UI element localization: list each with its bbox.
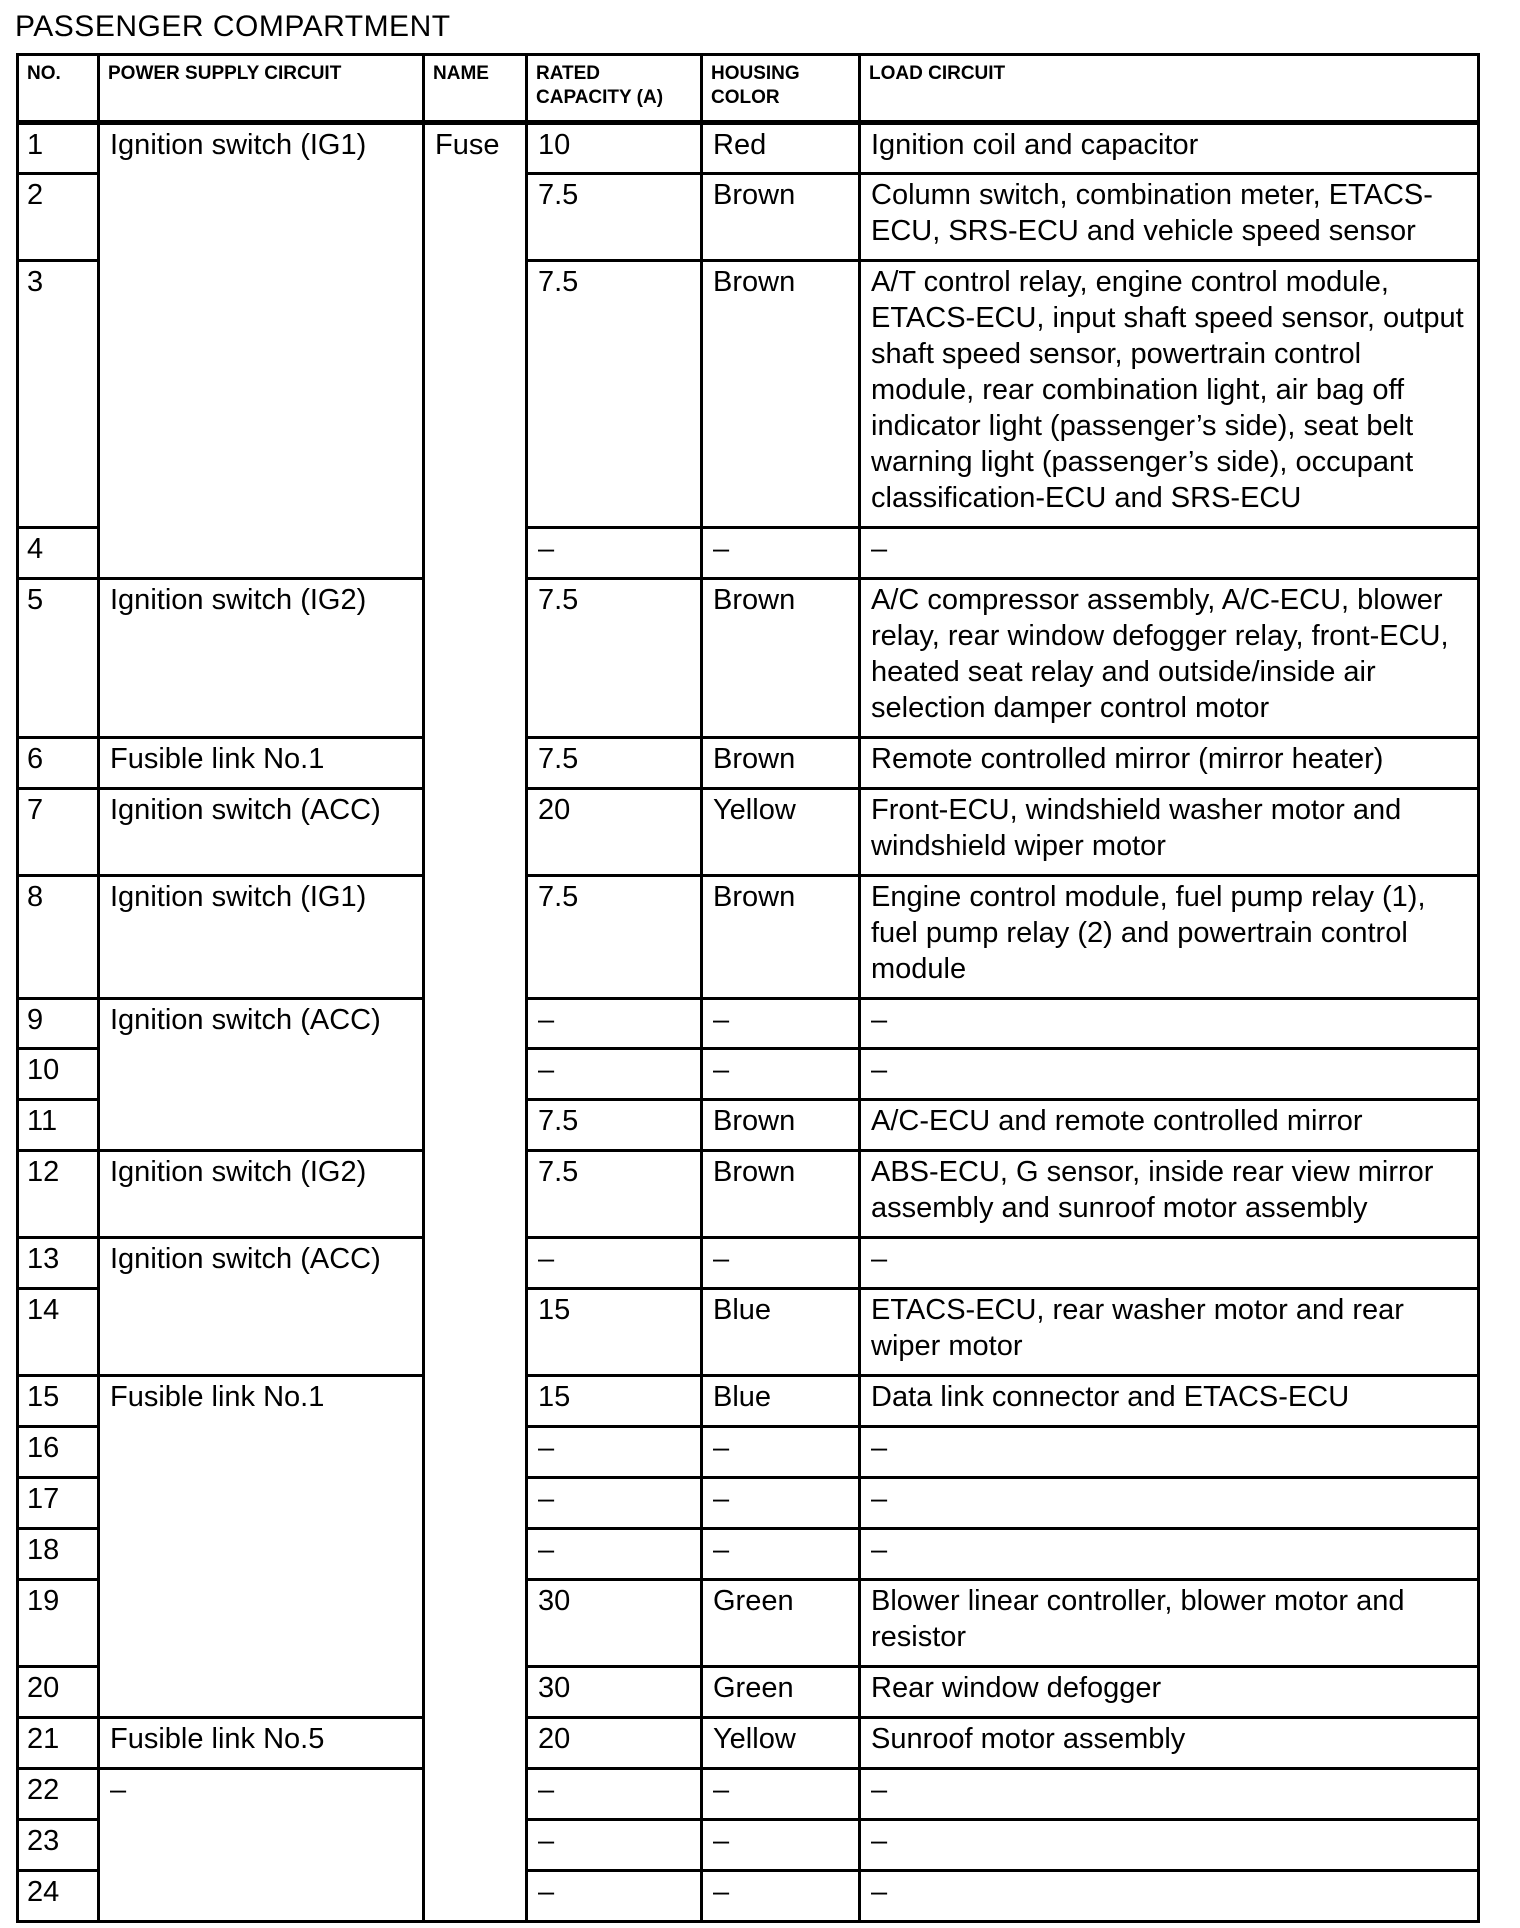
table-row xyxy=(18,1238,1479,1289)
load-circuit-cell: A/C-ECU and remote controlled mirror xyxy=(860,1100,1479,1151)
housing-color-cell: Yellow xyxy=(702,1717,860,1768)
housing-color-cell: Brown xyxy=(702,261,860,528)
load-circuit-cell: – xyxy=(860,1529,1479,1580)
housing-color-cell: Blue xyxy=(702,1376,860,1427)
load-circuit-cell: A/T control relay, engine control module, ETACS-ECU, input shaft speed sensor, output shaft speed sensor, powertrain control module, rear combination light, air bag off indicator light (passenger’s side), seat belt warning light (passenger’s side), occupant classification-ECU and SRS-ECU xyxy=(860,261,1479,528)
no-cell: 1 xyxy=(18,122,99,174)
housing-color-cell: Brown xyxy=(702,578,860,737)
power-supply-circuit-cell: Ignition switch (ACC) xyxy=(99,788,424,875)
name-cell: Fuse xyxy=(424,122,527,1921)
no-cell: 12 xyxy=(18,1151,99,1238)
load-circuit-cell: – xyxy=(860,1819,1479,1870)
load-circuit-cell: Ignition coil and capacitor xyxy=(860,122,1479,174)
housing-color-cell: Yellow xyxy=(702,788,860,875)
no-cell: 15 xyxy=(18,1376,99,1427)
rated-capacity-cell: – xyxy=(527,1049,702,1100)
column-header-housing-color: HOUSING COLOR xyxy=(702,54,860,122)
housing-color-cell: – xyxy=(702,1768,860,1819)
table-row xyxy=(18,998,1479,1049)
no-cell: 24 xyxy=(18,1870,99,1921)
load-circuit-cell: – xyxy=(860,1478,1479,1529)
rated-capacity-cell: 7.5 xyxy=(527,1151,702,1238)
table-row xyxy=(18,122,1479,174)
power-supply-circuit-cell: Ignition switch (ACC) xyxy=(99,1238,424,1376)
rated-capacity-cell: 10 xyxy=(527,122,702,174)
table-row xyxy=(18,578,1479,737)
load-circuit-cell: – xyxy=(860,528,1479,579)
no-cell: 2 xyxy=(18,174,99,261)
rated-capacity-cell: 30 xyxy=(527,1579,702,1666)
no-cell: 21 xyxy=(18,1717,99,1768)
table-row xyxy=(18,1151,1479,1238)
rated-capacity-cell: 7.5 xyxy=(527,261,702,528)
load-circuit-cell: Data link connector and ETACS-ECU xyxy=(860,1376,1479,1427)
housing-color-cell: Brown xyxy=(702,1100,860,1151)
power-supply-circuit-cell: Fusible link No.1 xyxy=(99,1376,424,1718)
housing-color-cell: – xyxy=(702,1427,860,1478)
housing-color-cell: Blue xyxy=(702,1289,860,1376)
column-header-load-circuit: LOAD CIRCUIT xyxy=(860,54,1479,122)
rated-capacity-cell: – xyxy=(527,1768,702,1819)
table-row xyxy=(18,737,1479,788)
rated-capacity-cell: – xyxy=(527,1478,702,1529)
no-cell: 7 xyxy=(18,788,99,875)
housing-color-cell: – xyxy=(702,1238,860,1289)
load-circuit-cell: Front-ECU, windshield washer motor and windshield wiper motor xyxy=(860,788,1479,875)
no-cell: 19 xyxy=(18,1579,99,1666)
rated-capacity-cell: 7.5 xyxy=(527,174,702,261)
no-cell: 10 xyxy=(18,1049,99,1100)
housing-color-cell: – xyxy=(702,528,860,579)
rated-capacity-cell: 7.5 xyxy=(527,1100,702,1151)
no-cell: 17 xyxy=(18,1478,99,1529)
table-row xyxy=(18,1768,1479,1819)
page-title: PASSENGER COMPARTMENT xyxy=(15,10,451,43)
housing-color-cell: – xyxy=(702,1529,860,1580)
load-circuit-cell: – xyxy=(860,1768,1479,1819)
no-cell: 8 xyxy=(18,875,99,998)
no-cell: 9 xyxy=(18,998,99,1049)
load-circuit-cell: Sunroof motor assembly xyxy=(860,1717,1479,1768)
rated-capacity-cell: – xyxy=(527,1870,702,1921)
power-supply-circuit-cell: Ignition switch (IG1) xyxy=(99,122,424,578)
load-circuit-cell: Rear window defogger xyxy=(860,1666,1479,1717)
load-circuit-cell: – xyxy=(860,1870,1479,1921)
no-cell: 4 xyxy=(18,528,99,579)
no-cell: 16 xyxy=(18,1427,99,1478)
housing-color-cell: – xyxy=(702,1870,860,1921)
load-circuit-cell: – xyxy=(860,1238,1479,1289)
rated-capacity-cell: 15 xyxy=(527,1289,702,1376)
housing-color-cell: – xyxy=(702,1819,860,1870)
rated-capacity-cell: – xyxy=(527,998,702,1049)
no-cell: 20 xyxy=(18,1666,99,1717)
housing-color-cell: – xyxy=(702,1478,860,1529)
column-header-power-supply-circuit: POWER SUPPLY CIRCUIT xyxy=(99,54,424,122)
power-supply-circuit-cell: Fusible link No.5 xyxy=(99,1717,424,1768)
power-supply-circuit-cell: Ignition switch (IG2) xyxy=(99,1151,424,1238)
column-header-name: NAME xyxy=(424,54,527,122)
no-cell: 5 xyxy=(18,578,99,737)
table-body xyxy=(18,122,1479,1921)
no-cell: 23 xyxy=(18,1819,99,1870)
header-row xyxy=(18,54,1479,122)
power-supply-circuit-cell: Fusible link No.1 xyxy=(99,737,424,788)
rated-capacity-cell: 7.5 xyxy=(527,737,702,788)
rated-capacity-cell: – xyxy=(527,528,702,579)
load-circuit-cell: Engine control module, fuel pump relay (1), fuel pump relay (2) and powertrain control module xyxy=(860,875,1479,998)
no-cell: 14 xyxy=(18,1289,99,1376)
housing-color-cell: Brown xyxy=(702,737,860,788)
no-cell: 22 xyxy=(18,1768,99,1819)
rated-capacity-cell: – xyxy=(527,1238,702,1289)
power-supply-circuit-cell: Ignition switch (IG1) xyxy=(99,875,424,998)
column-header-no: NO. xyxy=(18,54,99,122)
housing-color-cell: Red xyxy=(702,122,860,174)
housing-color-cell: – xyxy=(702,1049,860,1100)
load-circuit-cell: – xyxy=(860,998,1479,1049)
table-row xyxy=(18,1717,1479,1768)
rated-capacity-cell: 20 xyxy=(527,788,702,875)
load-circuit-cell: Blower linear controller, blower motor and resistor xyxy=(860,1579,1479,1666)
rated-capacity-cell: – xyxy=(527,1819,702,1870)
load-circuit-cell: ABS-ECU, G sensor, inside rear view mirror assembly and sunroof motor assembly xyxy=(860,1151,1479,1238)
no-cell: 13 xyxy=(18,1238,99,1289)
power-supply-circuit-cell: Ignition switch (IG2) xyxy=(99,578,424,737)
housing-color-cell: – xyxy=(702,998,860,1049)
load-circuit-cell: – xyxy=(860,1049,1479,1100)
no-cell: 6 xyxy=(18,737,99,788)
load-circuit-cell: Column switch, combination meter, ETACS-ECU, SRS-ECU and vehicle speed sensor xyxy=(860,174,1479,261)
housing-color-cell: Brown xyxy=(702,875,860,998)
table-row xyxy=(18,788,1479,875)
housing-color-cell: Green xyxy=(702,1579,860,1666)
rated-capacity-cell: 15 xyxy=(527,1376,702,1427)
rated-capacity-cell: – xyxy=(527,1529,702,1580)
table-row xyxy=(18,875,1479,998)
power-supply-circuit-cell: – xyxy=(99,1768,424,1921)
no-cell: 18 xyxy=(18,1529,99,1580)
load-circuit-cell: Remote controlled mirror (mirror heater) xyxy=(860,737,1479,788)
housing-color-cell: Brown xyxy=(702,1151,860,1238)
column-header-rated-capacity: RATED CAPACITY (A) xyxy=(527,54,702,122)
load-circuit-cell: – xyxy=(860,1427,1479,1478)
load-circuit-cell: A/C compressor assembly, A/C-ECU, blower relay, rear window defogger relay, front-ECU, heated seat relay and outside/inside air selection damper control motor xyxy=(860,578,1479,737)
housing-color-cell: Green xyxy=(702,1666,860,1717)
rated-capacity-cell: 7.5 xyxy=(527,578,702,737)
rated-capacity-cell: – xyxy=(527,1427,702,1478)
table-row xyxy=(18,1376,1479,1427)
load-circuit-cell: ETACS-ECU, rear washer motor and rear wiper motor xyxy=(860,1289,1479,1376)
fuse-table xyxy=(16,53,1480,1923)
power-supply-circuit-cell: Ignition switch (ACC) xyxy=(99,998,424,1151)
no-cell: 11 xyxy=(18,1100,99,1151)
rated-capacity-cell: 7.5 xyxy=(527,875,702,998)
rated-capacity-cell: 30 xyxy=(527,1666,702,1717)
rated-capacity-cell: 20 xyxy=(527,1717,702,1768)
no-cell: 3 xyxy=(18,261,99,528)
housing-color-cell: Brown xyxy=(702,174,860,261)
